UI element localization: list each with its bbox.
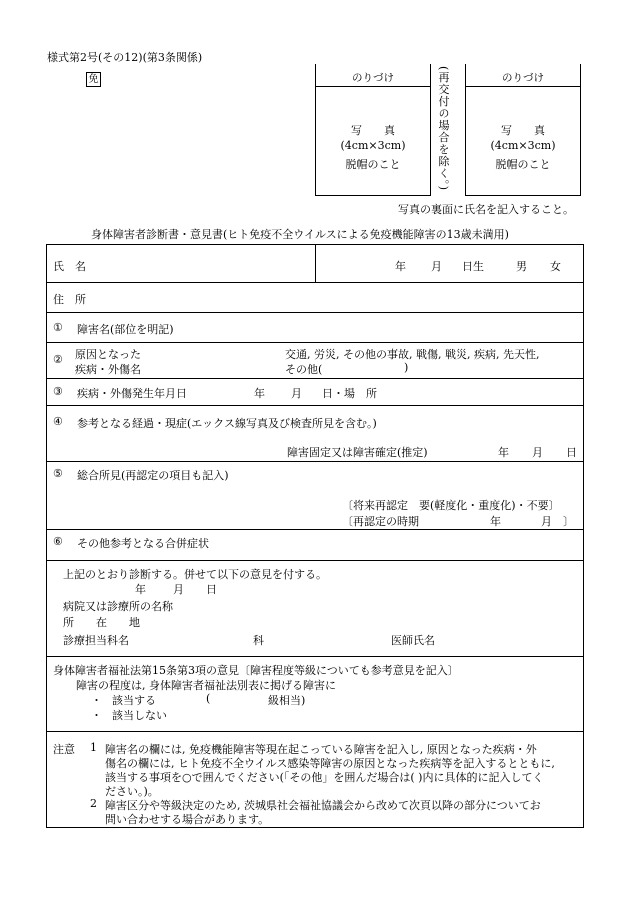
- onset-label: 疾病・外傷発生年月日: [77, 387, 187, 400]
- diagnosis-statement: 上記のとおり診断する。併せて以下の意見を付する。: [63, 568, 327, 581]
- bullet: ・: [91, 694, 102, 707]
- opinion-line-2: 障害の程度は, 身体障害者福祉法別表に掲げる障害に: [76, 679, 336, 692]
- glue-line: [466, 86, 580, 87]
- recert-month: 月 〕: [541, 515, 574, 528]
- photo-note: 脱帽のこと: [345, 158, 401, 171]
- grade-label: 級相当): [268, 694, 306, 707]
- form-number: 様式第2号(その12)(第3条関係): [47, 51, 203, 64]
- row-divider: [46, 342, 584, 343]
- recert-year: 年: [490, 515, 501, 528]
- note-number: 2: [90, 797, 97, 810]
- ka-label: 科: [253, 634, 264, 647]
- applicable-label: 該当する: [112, 694, 156, 707]
- diagnosis-year: 年: [135, 583, 146, 596]
- row-divider: [46, 560, 584, 561]
- reissue-note: (再交付の場合を除く。): [437, 66, 450, 192]
- row-number: ①: [53, 321, 63, 334]
- row-divider: [46, 312, 584, 313]
- name-divider: [315, 244, 316, 282]
- cause-close: ): [404, 361, 409, 374]
- note-number: 1: [90, 741, 97, 754]
- name-label: 氏 名: [53, 260, 86, 273]
- photo-box-right: [465, 64, 581, 196]
- row-divider: [46, 282, 584, 283]
- bullet: ・: [91, 709, 102, 722]
- row-divider: [46, 405, 584, 406]
- hospital-label: 病院又は診療所の名称: [63, 600, 173, 613]
- sex-female: 女: [550, 260, 561, 273]
- course-label: 参考となる経過・現症(エックス線写真及び検査所見を含む。): [77, 417, 377, 430]
- diagnosis-day: 日: [206, 583, 217, 596]
- note-1-line-4: ださい。)。: [105, 785, 159, 798]
- address-label: 住 所: [53, 293, 86, 306]
- location-label: 所 在 地: [63, 616, 140, 629]
- row-divider: [46, 461, 584, 462]
- stamp-box: 免: [86, 72, 101, 87]
- not-applicable-label: 該当しない: [112, 709, 167, 722]
- grade-paren-open: (: [206, 692, 211, 705]
- cause-other: その他(: [285, 363, 323, 376]
- note-2-line-1: 障害区分や等級決定のため, 茨城県社会福祉協議会から改めて次頁以降の部分についてお: [105, 799, 541, 812]
- note-2-line-2: 問い合わせする場合があります。: [105, 813, 270, 826]
- row-divider: [46, 731, 584, 732]
- birth-month: 月: [431, 260, 442, 273]
- fixed-month: 月: [532, 446, 543, 459]
- note-1-line-2: 傷名の欄には, ヒト免疫不全ウイルス感染等障害の原因となった疾病等を記入するとともに,: [105, 757, 555, 770]
- overall-label: 総合所見(再認定の項目も記入): [77, 469, 229, 482]
- row-number: ④: [53, 415, 63, 428]
- photo-label: 写 真: [501, 124, 545, 137]
- cause-options: 交通, 労災, その他の事故, 戦傷, 戦災, 疾病, 先天性,: [285, 348, 540, 361]
- photo-size: (4cm×3cm): [340, 139, 406, 152]
- opinion-line-1: 身体障害者福祉法第15条第3項の意見〔障害程度等級についても参考意見を記入〕: [53, 664, 459, 677]
- birth-day: 日生: [462, 260, 484, 273]
- cause-label-1: 原因となった: [75, 348, 141, 361]
- disability-label: 障害名(部位を明記): [77, 323, 174, 336]
- glue-line: [316, 86, 430, 87]
- photo-label: 写 真: [351, 124, 395, 137]
- diagnosis-month: 月: [173, 583, 184, 596]
- form-title: 身体障害者診断書・意見書(ヒト免疫不全ウイルスによる免疫機能障害の13歳未満用): [91, 228, 509, 241]
- cause-label-2: 疾病・外傷名: [75, 363, 141, 376]
- onset-day-place: 日・場 所: [322, 387, 377, 400]
- recert-line-2: 〔再認定の時期: [342, 515, 419, 528]
- note-1-line-1: 障害名の欄には, 免疫機能障害等現在起こっている障害を記入し, 原因となった疾病・外: [105, 743, 537, 756]
- row-divider: [46, 529, 584, 530]
- glue-label: のりづけ: [502, 72, 544, 84]
- fixed-day: 日: [566, 446, 577, 459]
- photo-box-left: [315, 64, 431, 196]
- note-1-line-3: 該当する事項を○で囲んでください(「その他」を囲んだ場合は( )内に具体的に記入してく: [105, 771, 544, 784]
- row-divider: [46, 656, 584, 657]
- notes-label: 注意: [53, 743, 75, 756]
- other-label: その他参考となる合併症状: [77, 537, 209, 550]
- glue-label: のりづけ: [352, 72, 394, 84]
- row-divider: [46, 378, 584, 379]
- row-number: ②: [53, 353, 63, 366]
- row-number: ⑤: [53, 467, 63, 480]
- sex-male: 男: [516, 260, 527, 273]
- row-number: ③: [53, 385, 63, 398]
- recert-line-1: 〔将来再認定 要(軽度化・重度化)・不要〕: [342, 499, 560, 512]
- photo-size: (4cm×3cm): [490, 139, 556, 152]
- doctor-label: 医師氏名: [391, 634, 435, 647]
- row-number: ⑥: [53, 535, 63, 548]
- fixed-label: 障害固定又は障害確定(推定): [287, 446, 428, 459]
- onset-year: 年: [254, 387, 265, 400]
- onset-month: 月: [291, 387, 302, 400]
- fixed-year: 年: [498, 446, 509, 459]
- birth-year: 年: [395, 260, 406, 273]
- photo-note: 脱帽のこと: [495, 158, 551, 171]
- photo-back-note: 写真の裏面に氏名を記入すること。: [398, 203, 574, 216]
- dept-label: 診療担当科名: [63, 634, 129, 647]
